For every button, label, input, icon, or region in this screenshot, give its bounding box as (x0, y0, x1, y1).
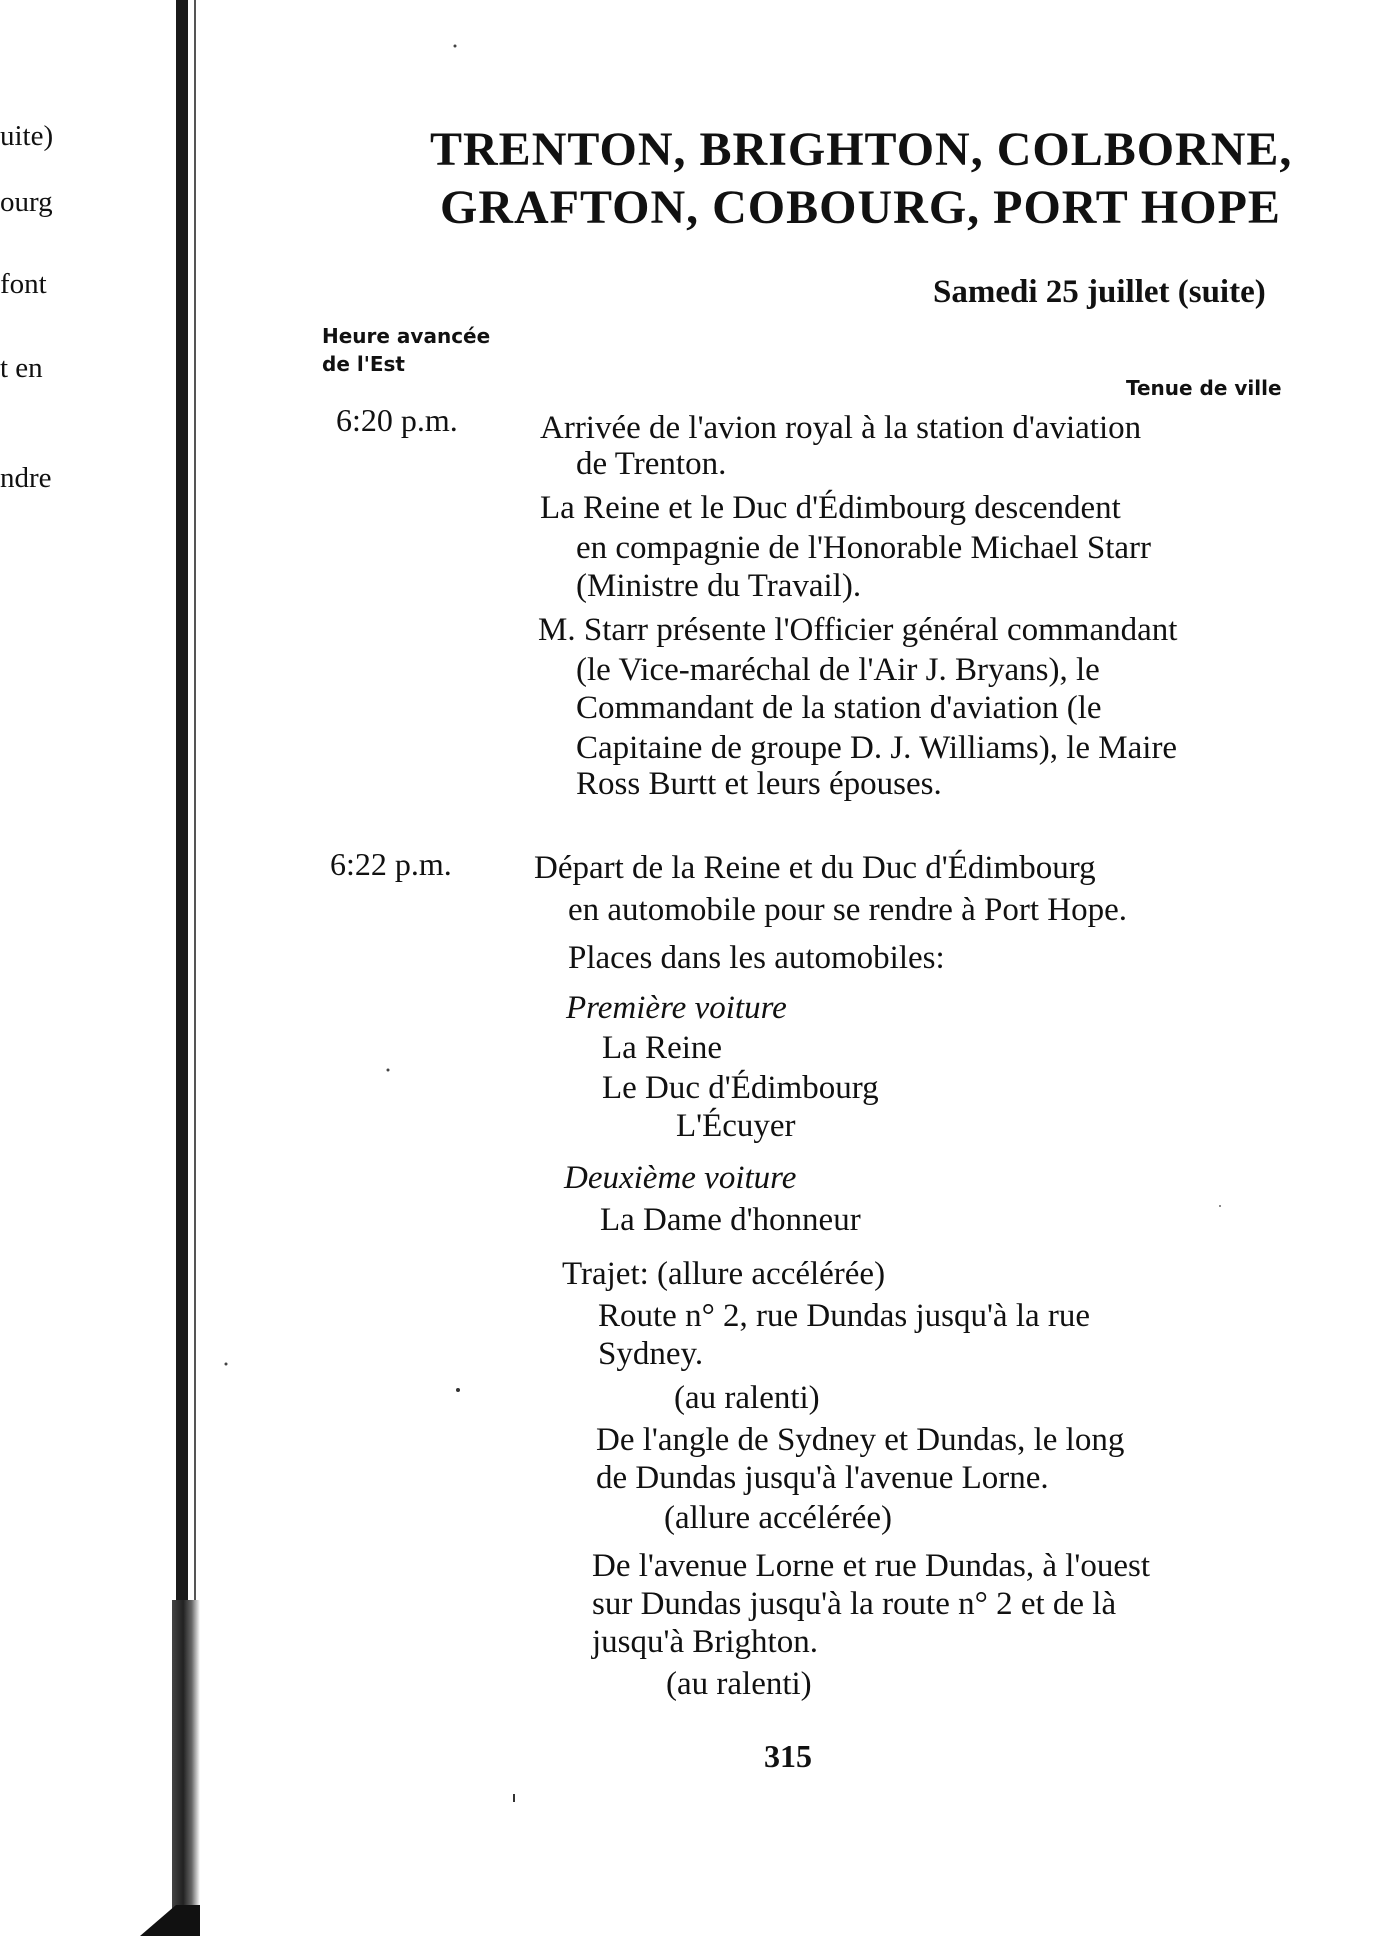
left-fragment: ndre (0, 462, 52, 494)
route-text: De l'angle de Sydney et Dundas, le long (596, 1422, 1125, 1458)
car-heading: Première voiture (566, 990, 787, 1026)
page-number: 315 (764, 1738, 812, 1774)
route-text: sur Dundas jusqu'à la route n° 2 et de là (592, 1586, 1117, 1622)
passenger: La Dame d'honneur (600, 1202, 861, 1238)
route-pace: (allure accélérée) (664, 1500, 893, 1536)
entry-text: Commandant de la station d'aviation (le (576, 690, 1102, 726)
date-heading: Samedi 25 juillet (suite) (933, 274, 1266, 310)
route-heading: Trajet: (allure accélérée) (562, 1256, 886, 1292)
left-fragment: t en (0, 352, 43, 384)
entry-text: en automobile pour se rendre à Port Hope. (568, 892, 1128, 928)
car-heading: Deuxième voiture (564, 1160, 797, 1196)
entry-text: Arrivée de l'avion royal à la station d'aviation (540, 410, 1142, 446)
left-fragment: font (0, 268, 47, 300)
dress-code: Tenue de ville (1126, 376, 1282, 400)
entry-text: Ross Burtt et leurs épouses. (576, 766, 942, 802)
route-text: De l'avenue Lorne et rue Dundas, à l'ouest (592, 1548, 1151, 1584)
entry-text: Places dans les automobiles: (568, 940, 945, 976)
entry-text: Départ de la Reine et du Duc d'Édimbourg (534, 850, 1096, 886)
entry-text: La Reine et le Duc d'Édimbourg descendent (540, 490, 1121, 526)
entry-text: en compagnie de l'Honorable Michael Starr (576, 530, 1151, 566)
entry-text: de Trenton. (576, 446, 727, 482)
route-text: Route n° 2, rue Dundas jusqu'à la rue (598, 1298, 1091, 1334)
left-fragment: uite) (0, 120, 54, 152)
route-text: Sydney. (598, 1336, 704, 1372)
time-zone-label-2: de l'Est (322, 352, 405, 376)
title-line-2: GRAFTON, COBOURG, PORT HOPE (440, 181, 1281, 234)
passenger: La Reine (602, 1030, 723, 1066)
entry-text: M. Starr présente l'Officier général commandant (538, 612, 1178, 648)
route-pace: (au ralenti) (674, 1380, 820, 1416)
passenger: Le Duc d'Édimbourg (602, 1070, 879, 1106)
entry-time: 6:22 p.m. (330, 846, 452, 882)
entry-text: Capitaine de groupe D. J. Williams), le Maire (576, 730, 1178, 766)
time-zone-label-1: Heure avancée (322, 324, 491, 348)
route-text: de Dundas jusqu'à l'avenue Lorne. (596, 1460, 1049, 1496)
route-pace: (au ralenti) (666, 1666, 812, 1702)
passenger: L'Écuyer (676, 1108, 796, 1144)
route-text: jusqu'à Brighton. (592, 1624, 818, 1660)
entry-time: 6:20 p.m. (336, 402, 458, 438)
entry-text: (Ministre du Travail). (576, 568, 862, 604)
entry-text: (le Vice-maréchal de l'Air J. Bryans), le (576, 652, 1100, 688)
left-fragment: ourg (0, 186, 53, 218)
title-line-1: TRENTON, BRIGHTON, COLBORNE, (430, 123, 1293, 176)
